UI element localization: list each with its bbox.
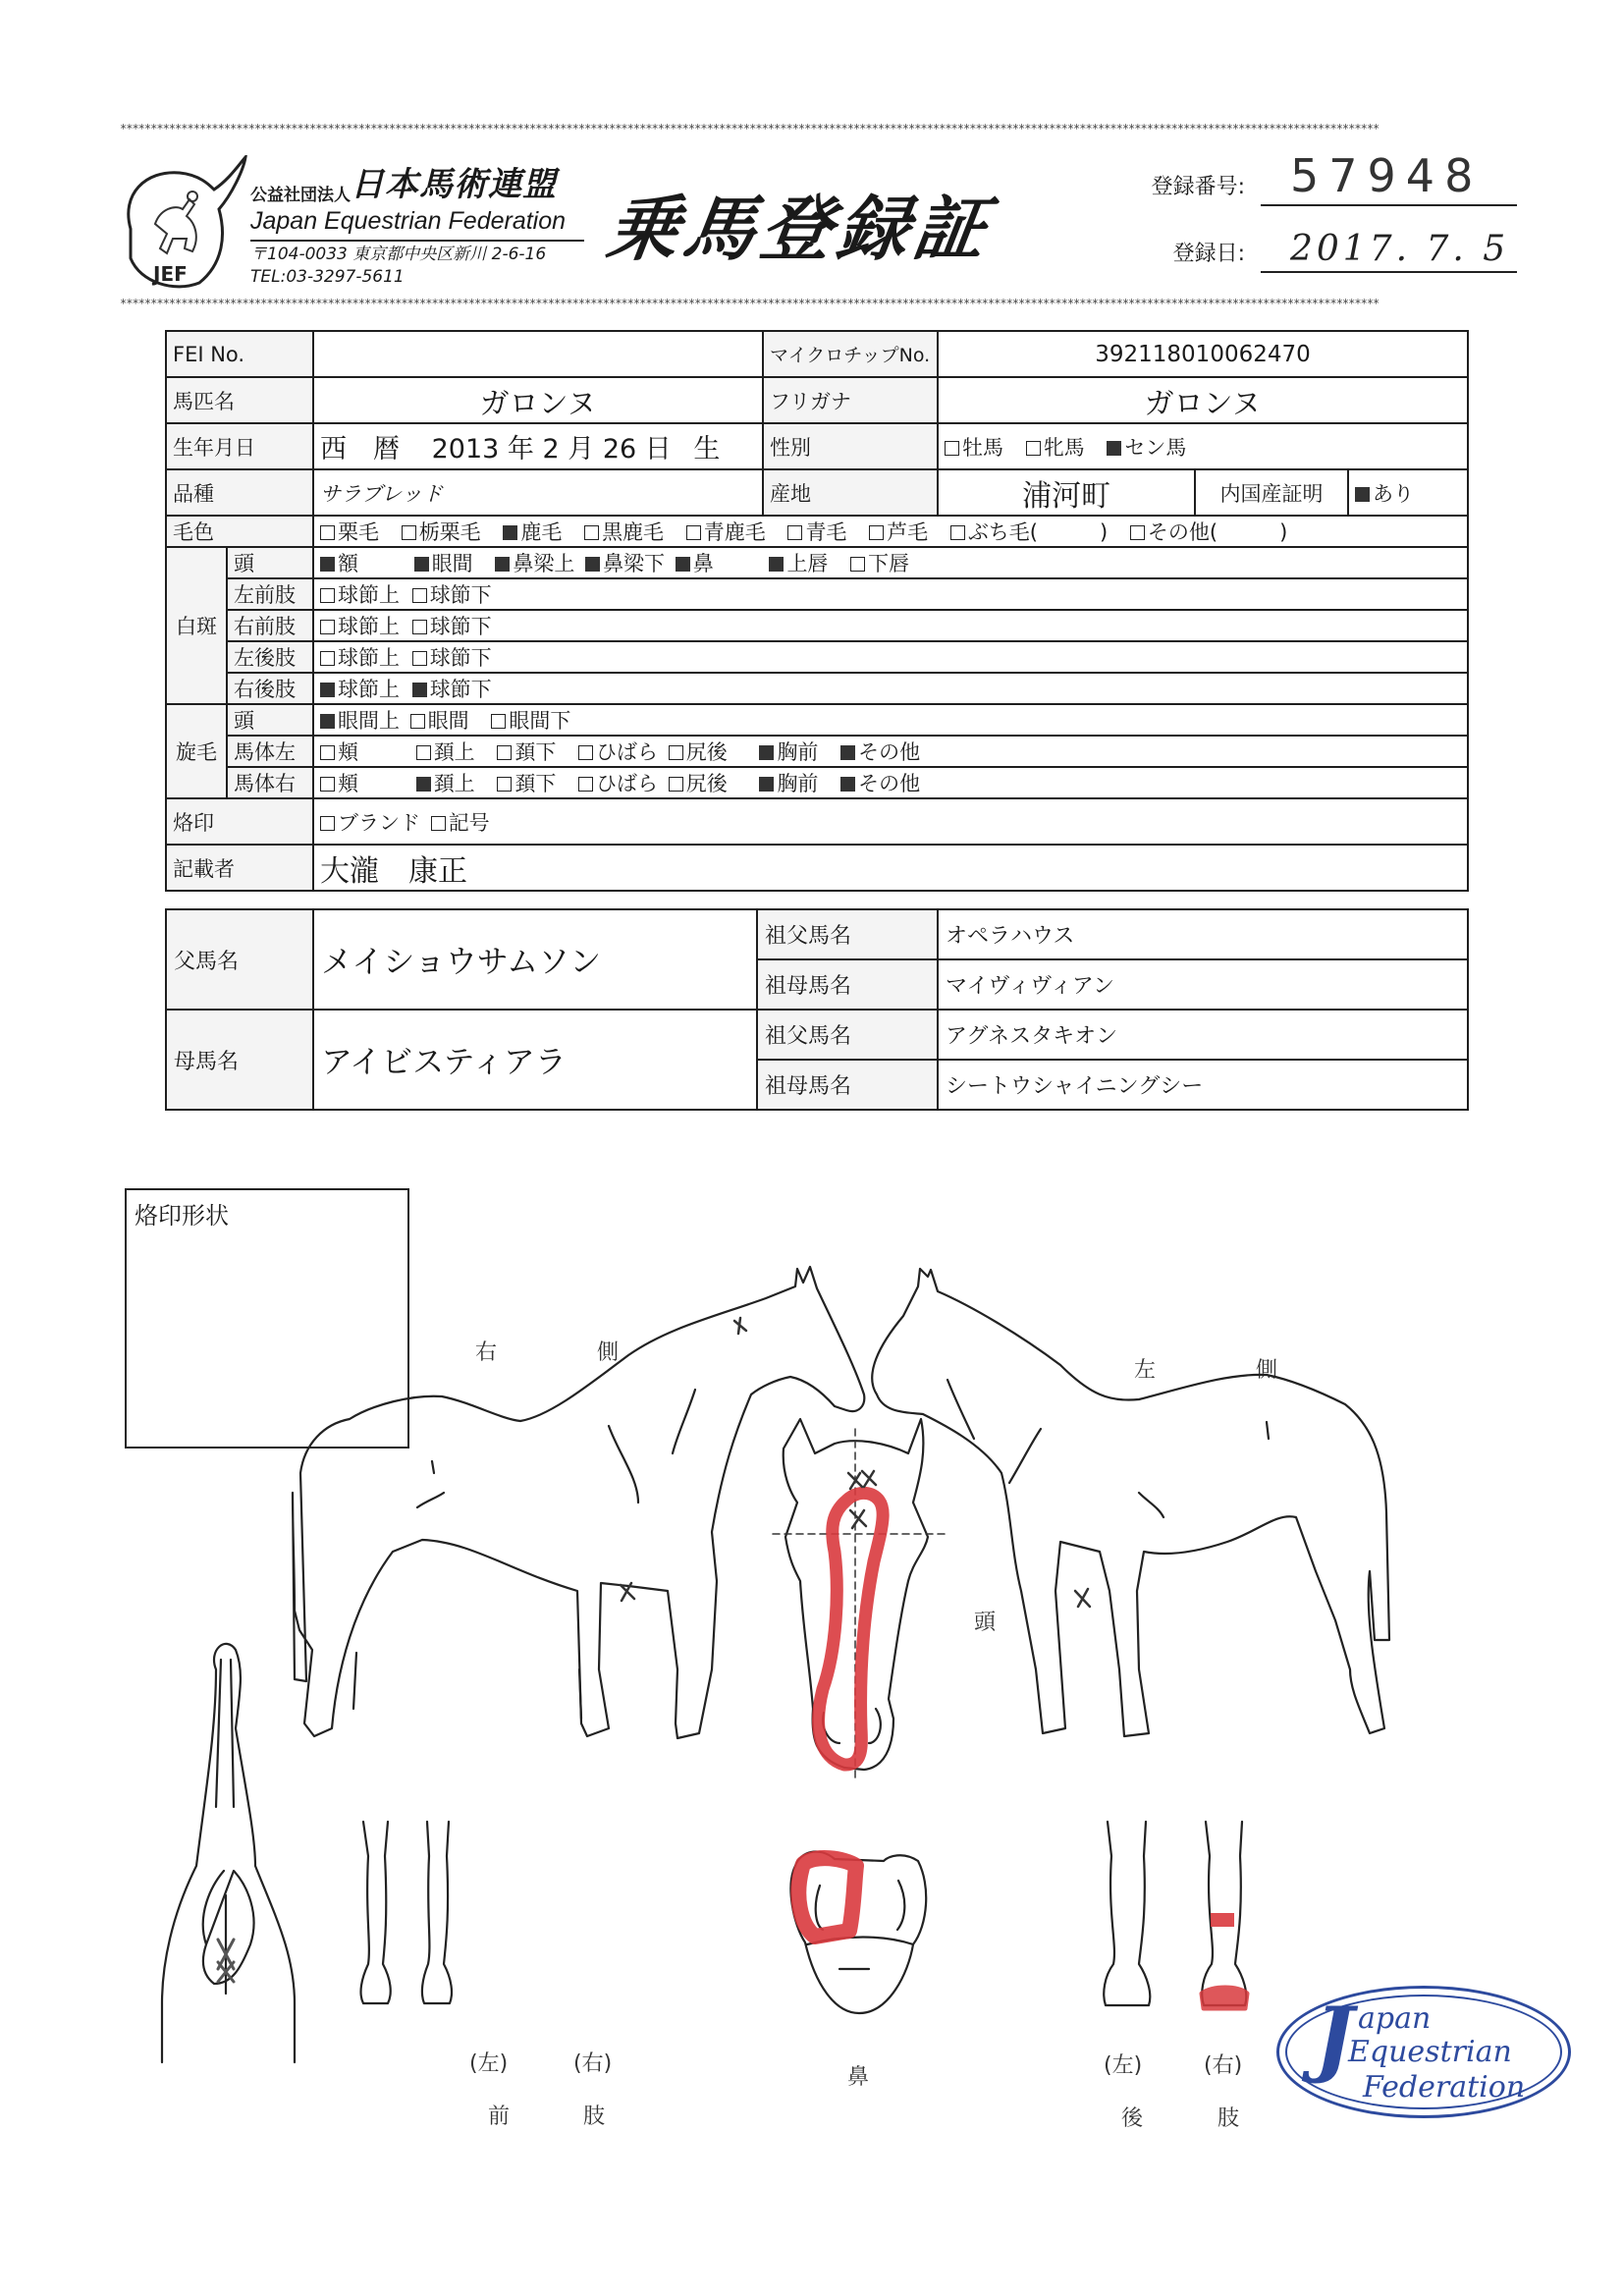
wl-flank[interactable]: ひばら — [578, 737, 658, 766]
lf-above-fetlock[interactable]: 球節上 — [320, 579, 400, 609]
fei-label: FEI No. — [166, 331, 313, 377]
domestic-option[interactable]: あり — [1348, 469, 1468, 516]
mark-lower-nose[interactable]: 鼻梁下 — [585, 548, 665, 577]
color-other[interactable]: その他( ) — [1130, 517, 1287, 546]
lf-below-fetlock[interactable]: 球節下 — [412, 579, 492, 609]
whorls-head-label: 頭 — [227, 704, 313, 736]
wr-lower-neck[interactable]: 頚下 — [497, 768, 556, 797]
registration-number: 57948 — [1290, 149, 1484, 202]
horse-name-value: ガロンヌ — [313, 377, 763, 423]
fore-caption-1: 前 — [488, 2105, 511, 2129]
document-title: 乗馬登録証 — [602, 188, 998, 270]
markings-right-hind-label: 右後肢 — [227, 673, 313, 704]
wr-other[interactable]: その他 — [840, 768, 920, 797]
rear-view-drawing — [162, 1644, 295, 2062]
sex-option-gelding[interactable]: セン馬 — [1107, 432, 1186, 462]
sire-granddam-label: 祖母馬名 — [757, 959, 938, 1010]
hindleg-left-drawing — [1104, 1822, 1150, 2005]
color-bay[interactable]: 鹿毛 — [503, 517, 562, 546]
color-grey[interactable]: 芦毛 — [869, 517, 928, 546]
registration-date: 2017. 7. 5 — [1290, 229, 1510, 269]
org-name: 日本馬術連盟 — [351, 165, 557, 204]
horse-name-label: 馬匹名 — [166, 377, 313, 423]
whorls-group-label: 旋毛 — [166, 704, 227, 798]
rh-below-fetlock[interactable]: 球節下 — [412, 674, 492, 703]
sire-value: メイショウサムソン — [313, 909, 757, 1010]
markings-head-label: 頭 — [227, 547, 313, 578]
wl-upper-neck[interactable]: 頚上 — [416, 737, 475, 766]
whorls-body-right-label: 馬体右 — [227, 767, 313, 798]
lh-below-fetlock[interactable]: 球節下 — [412, 642, 492, 672]
wl-chest[interactable]: 胸前 — [759, 737, 818, 766]
dam-value: アイビスティアラ — [313, 1010, 757, 1110]
markings-left-fore-label: 左前肢 — [227, 578, 313, 610]
sire-granddam-value: マイヴィヴィアン — [938, 959, 1468, 1010]
right-side-horse-drawing — [293, 1267, 864, 1738]
furigana-label: フリガナ — [763, 377, 938, 423]
brand-option-mark[interactable]: 記号 — [431, 807, 490, 837]
muzzle-marking — [798, 1858, 856, 1937]
color-dark-chestnut[interactable]: 栃栗毛 — [402, 517, 481, 546]
wr-flank[interactable]: ひばら — [578, 768, 658, 797]
mark-nose[interactable]: 鼻 — [676, 548, 714, 577]
rf-below-fetlock[interactable]: 球節下 — [412, 611, 492, 640]
mark-forehead[interactable]: 額 — [320, 548, 358, 577]
org-prefix: 公益社団法人 — [250, 186, 351, 205]
birth-era: 西 暦 — [320, 434, 400, 465]
dam-label: 母馬名 — [166, 1010, 313, 1110]
dam-grandsire-value: アグネスタキオン — [938, 1010, 1468, 1060]
left-side-horse-drawing — [872, 1269, 1389, 1736]
foreleg-right-drawing — [422, 1822, 452, 2003]
brand-shape-label: 烙印形状 — [135, 1202, 229, 1230]
hindleg-right-marking-upper — [1211, 1913, 1234, 1927]
svg-text:JEF: JEF — [153, 262, 188, 286]
muzzle-label: 鼻 — [847, 2065, 870, 2090]
mark-lower-lip[interactable]: 下唇 — [850, 548, 909, 577]
fore-left-label: (左) — [469, 2051, 509, 2076]
whorls-body-left-label: 馬体左 — [227, 736, 313, 767]
hind-caption-2: 肢 — [1217, 2106, 1240, 2131]
left-side-label: 左 側 — [1134, 1358, 1318, 1383]
mark-upper-lip[interactable]: 上唇 — [769, 548, 828, 577]
markings-right-fore-label: 右前肢 — [227, 610, 313, 641]
divider-bottom: ************************************************************************************************************************************************************************************************************** — [120, 297, 1380, 310]
org-address: 〒104-0033 東京都中央区新川 2-6-16 — [250, 245, 547, 264]
birth-label: 生年月日 — [166, 423, 313, 469]
org-name-en: Japan Equestrian Federation — [250, 207, 584, 242]
hind-left-label: (左) — [1104, 2053, 1143, 2078]
wl-cheek[interactable]: 頬 — [320, 737, 358, 766]
recorder-label: 記載者 — [166, 845, 313, 891]
brand-label: 烙印 — [166, 798, 313, 845]
sex-option-mare[interactable]: 牝馬 — [1026, 432, 1085, 462]
org-tel: TEL:03-3297-5611 — [250, 267, 405, 287]
foreleg-left-drawing — [361, 1822, 391, 2003]
wr-rump[interactable]: 尻後 — [669, 768, 728, 797]
color-dark-bay[interactable]: 黒鹿毛 — [584, 517, 664, 546]
wr-chest[interactable]: 胸前 — [759, 768, 818, 797]
wl-other[interactable]: その他 — [840, 737, 920, 766]
divider-top: ************************************************************************************************************************************************************************************************************** — [120, 122, 1380, 136]
sire-label: 父馬名 — [166, 909, 313, 1010]
dam-grandsire-label: 祖父馬名 — [757, 1010, 938, 1060]
sire-grandsire-value: オペラハウス — [938, 909, 1468, 959]
birth-suffix: 生 — [693, 434, 721, 465]
domestic-label: 内国産証明 — [1195, 469, 1348, 516]
breed-label: 品種 — [166, 469, 313, 516]
whorl-above-eyes[interactable]: 眼間上 — [320, 705, 400, 735]
lh-above-fetlock[interactable]: 球節上 — [320, 642, 400, 672]
birth-date: 2013 年 2 月 26 日 — [431, 434, 672, 465]
dam-granddam-label: 祖母馬名 — [757, 1060, 938, 1110]
rf-above-fetlock[interactable]: 球節上 — [320, 611, 400, 640]
sex-label: 性別 — [763, 423, 938, 469]
origin-value: 浦河町 — [938, 469, 1195, 516]
registration-number-label: 登録番号: — [1151, 175, 1245, 199]
microchip-label: マイクロチップNo. — [763, 331, 938, 377]
whorl-below-eyes[interactable]: 眼間下 — [491, 705, 570, 735]
sex-option-stallion[interactable]: 牡馬 — [945, 432, 1003, 462]
hind-caption-1: 後 — [1121, 2106, 1144, 2131]
wl-rump[interactable]: 尻後 — [669, 737, 728, 766]
mark-upper-nose[interactable]: 鼻梁上 — [495, 548, 574, 577]
wl-lower-neck[interactable]: 頚下 — [497, 737, 556, 766]
fore-right-label: (右) — [573, 2051, 613, 2076]
breed-value: サラブレッド — [313, 469, 763, 516]
head-label: 頭 — [974, 1611, 997, 1635]
rh-above-fetlock[interactable]: 球節上 — [320, 674, 400, 703]
color-brown[interactable]: 青鹿毛 — [686, 517, 766, 546]
right-side-label: 右 側 — [475, 1340, 659, 1365]
color-black[interactable]: 青毛 — [787, 517, 846, 546]
sire-grandsire-label: 祖父馬名 — [757, 909, 938, 959]
microchip-value: 392118010062470 — [938, 331, 1468, 377]
markings-left-hind-label: 左後肢 — [227, 641, 313, 673]
coat-color-label: 毛色 — [166, 516, 313, 547]
fore-caption-2: 肢 — [583, 2105, 606, 2129]
dam-granddam-value: シートウシャイニングシー — [938, 1060, 1468, 1110]
wr-upper-neck[interactable]: 頚上 — [416, 768, 475, 797]
markings-group-label: 白斑 — [166, 547, 227, 704]
registration-date-label: 登録日: — [1172, 242, 1245, 266]
left-side-whorl-marks — [1075, 1589, 1090, 1607]
color-pinto[interactable]: ぶち毛( ) — [950, 517, 1108, 546]
whorl-between-eyes[interactable]: 眼間 — [410, 705, 469, 735]
wr-cheek[interactable]: 頬 — [320, 768, 358, 797]
recorder-value: 大瀧 康正 — [313, 845, 1468, 891]
hindleg-right-marking-lower — [1202, 1988, 1247, 2008]
brand-option-brand[interactable]: ブランド — [320, 807, 420, 837]
furigana-value: ガロンヌ — [938, 377, 1468, 423]
color-chestnut[interactable]: 栗毛 — [320, 517, 379, 546]
jef-stamp: J apan Equestrian Federation — [1276, 1986, 1571, 2118]
mark-between-eyes[interactable]: 眼間 — [414, 548, 473, 577]
hind-right-label: (右) — [1204, 2053, 1243, 2078]
origin-label: 産地 — [763, 469, 938, 516]
